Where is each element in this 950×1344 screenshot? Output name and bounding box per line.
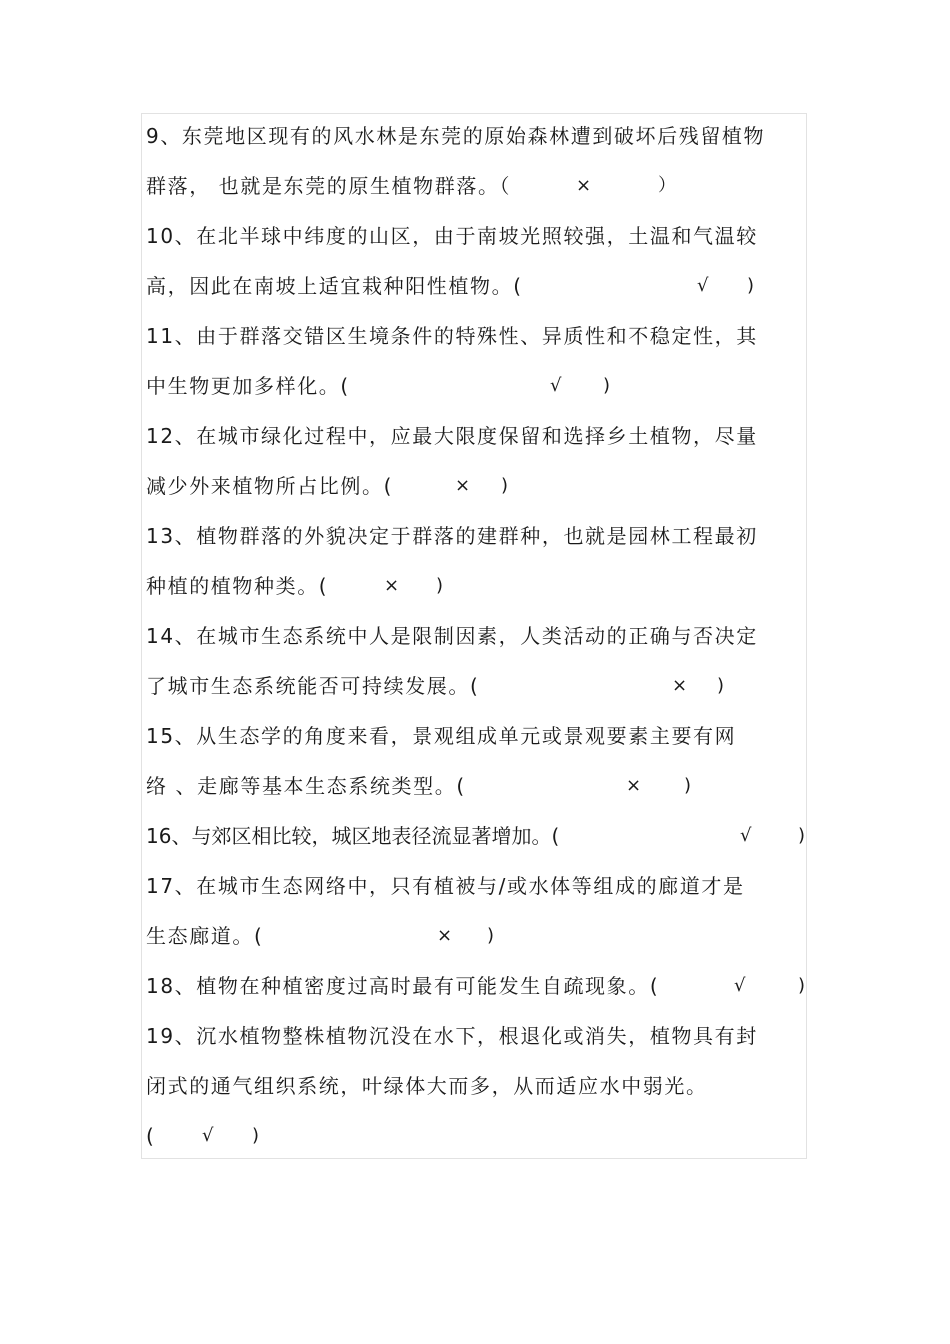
document-page [141, 113, 807, 1159]
answer-mark: × [455, 475, 472, 496]
question-line [146, 811, 806, 861]
question-line: 13、植物群落的外貌决定于群落的建群种，也就是园林工程最初 [146, 524, 758, 548]
question-9 [146, 111, 806, 211]
closing-paren: ) [603, 375, 612, 396]
answer-mark: √ [734, 975, 748, 996]
question-text: 减少外来植物所占比例。( [146, 474, 394, 498]
question-line [146, 661, 806, 711]
question-13 [146, 511, 806, 611]
question-line: 9、东莞地区现有的风水林是东莞的原始森林遭到破坏后残留植物 [146, 124, 766, 148]
question-line: 14、在城市生态系统中人是限制因素，人类活动的正确与否决定 [146, 624, 758, 648]
question-14 [146, 611, 806, 711]
question-line [146, 361, 806, 411]
answer-mark: √ [202, 1125, 216, 1146]
question-text: 了城市生态系统能否可持续发展。( [146, 674, 480, 698]
answer-mark: × [672, 675, 689, 696]
question-text: 16、与郊区相比较，城区地表径流显著增加。( [146, 824, 560, 848]
question-19 [146, 1011, 806, 1161]
question-text: ( [146, 1124, 156, 1148]
question-line: 15、从生态学的角度来看，景观组成单元或景观要素主要有网 [146, 724, 737, 748]
closing-paren: ) [501, 475, 510, 496]
question-line [146, 761, 806, 811]
question-line [146, 161, 806, 211]
question-12 [146, 411, 806, 511]
question-line [146, 561, 806, 611]
question-text: 高，因此在南坡上适宜栽种阳性植物。( [146, 274, 523, 298]
question-text: 生态廊道。( [146, 924, 264, 948]
closing-paren: ) [798, 825, 807, 846]
question-18 [146, 961, 806, 1011]
question-11 [146, 311, 806, 411]
answer-mark: × [576, 175, 593, 196]
answer-mark: √ [550, 375, 564, 396]
question-line: 10、在北半球中纬度的山区，由于南坡光照较强，土温和气温较 [146, 224, 758, 248]
closing-paren: ) [487, 925, 496, 946]
question-text: 种植的植物种类。( [146, 574, 329, 598]
question-line: 闭式的通气组织系统，叶绿体大而多，从而适应水中弱光。 [146, 1074, 708, 1098]
answer-mark: × [384, 575, 401, 596]
question-line: 17、在城市生态网络中，只有植被与/或水体等组成的廊道才是 [146, 874, 745, 898]
closing-paren: ) [747, 275, 756, 296]
answer-mark: × [437, 925, 454, 946]
question-line [146, 911, 806, 961]
question-line [146, 461, 806, 511]
question-text: 络 、走廊等基本生态系统类型。( [146, 774, 466, 798]
question-line: 11、由于群落交错区生境条件的特殊性、异质性和不稳定性，其 [146, 324, 758, 348]
closing-paren: ) [717, 675, 726, 696]
closing-paren: ) [798, 975, 807, 996]
answer-mark: √ [697, 275, 711, 296]
question-line: 19、沉水植物整株植物沉没在水下，根退化或消失，植物具有封 [146, 1024, 758, 1048]
answer-mark: × [626, 775, 643, 796]
question-text: 18、植物在种植密度过高时最有可能发生自疏现象。( [146, 974, 660, 998]
closing-paren: ) [684, 775, 693, 796]
closing-paren: ) [252, 1125, 261, 1146]
question-line: 12、在城市绿化过程中，应最大限度保留和选择乡土植物，尽量 [146, 424, 758, 448]
question-line [146, 1111, 806, 1161]
question-text: 群落， 也就是东莞的原生植物群落。（ [146, 174, 512, 198]
question-16 [146, 811, 806, 861]
question-line [146, 961, 806, 1011]
question-text: 中生物更加多样化。( [146, 374, 350, 398]
question-10 [146, 211, 806, 311]
question-line [146, 261, 806, 311]
closing-paren: ） [658, 175, 678, 196]
closing-paren: ) [436, 575, 445, 596]
answer-mark: √ [740, 825, 754, 846]
question-17 [146, 861, 806, 961]
question-15 [146, 711, 806, 811]
